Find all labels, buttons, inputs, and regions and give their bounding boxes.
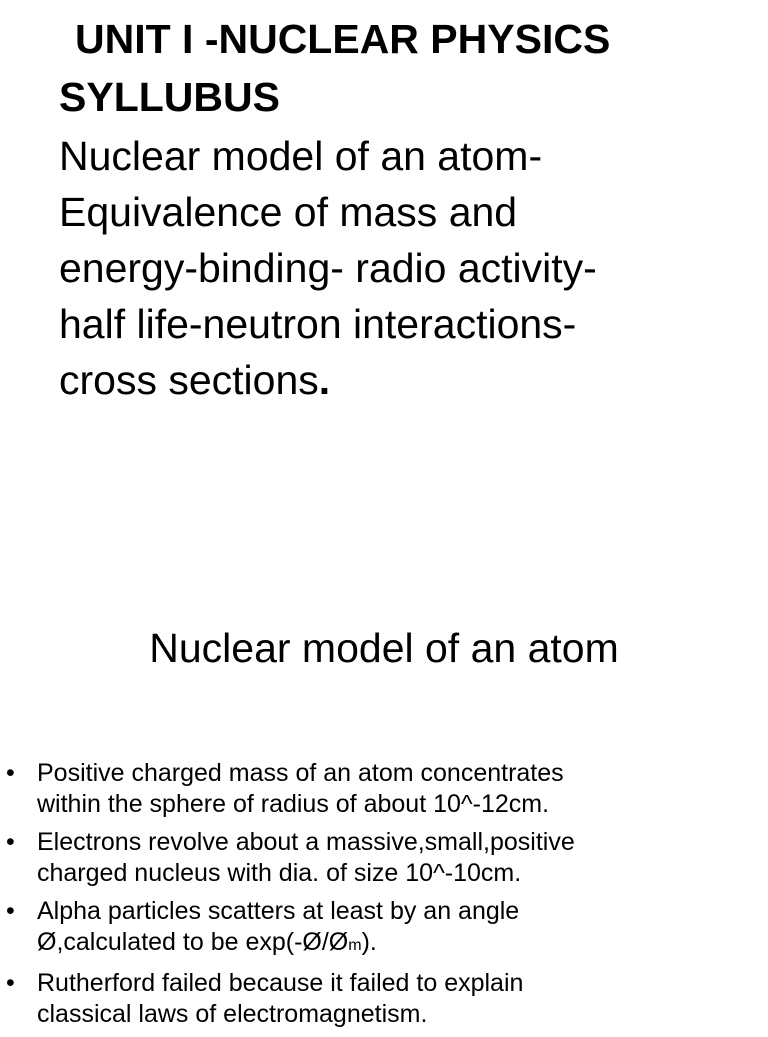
bullet-item xyxy=(0,827,768,889)
syllabus-period: . xyxy=(318,357,331,403)
bullet-icon: • xyxy=(6,759,15,787)
bullet-line: classical laws of electromagnetism. xyxy=(37,1000,428,1028)
bullet-item xyxy=(0,968,768,1030)
bullet-line: Positive charged mass of an atom concentrates xyxy=(37,759,564,787)
bullet-line: Alpha particles scatters at least by an angle xyxy=(37,897,520,925)
formula-subscript: m xyxy=(348,937,362,954)
bullet-icon: • xyxy=(6,897,15,925)
bullet-item xyxy=(0,896,768,961)
syllabus-line: energy-binding- radio activity- xyxy=(59,245,597,291)
nuclear-model-slide xyxy=(0,560,768,1028)
bullet-item xyxy=(0,758,768,820)
bullet-line: charged nucleus with dia. of size 10^-10cm. xyxy=(37,859,522,887)
syllabus-topics xyxy=(59,128,749,408)
unit-title: UNIT I -NUCLEAR PHYSICS xyxy=(75,16,611,62)
bullet-line: Rutherford failed because it failed to explain xyxy=(37,969,524,997)
syllabus-line: Equivalence of mass and xyxy=(59,189,518,235)
bullet-line: within the sphere of radius of about 10^-12cm. xyxy=(37,790,550,818)
bullet-list xyxy=(0,758,768,1037)
syllabus-line: half life-neutron interactions- xyxy=(59,301,577,347)
bullet-icon: • xyxy=(6,969,15,997)
syllabus-heading: SYLLUBUS xyxy=(59,74,280,120)
syllabus-line-text: cross sections xyxy=(59,357,319,403)
syllabus-line-last xyxy=(59,352,749,408)
syllabus-line: Nuclear model of an atom- xyxy=(59,133,543,179)
bullet-line xyxy=(37,927,768,961)
formula-end: ). xyxy=(361,928,377,956)
bullet-icon: • xyxy=(6,828,15,856)
formula-text: Ø,calculated to be exp(-Ø/Ø xyxy=(37,928,349,956)
bullet-line: Electrons revolve about a massive,small,positive xyxy=(37,828,575,856)
slide-title: Nuclear model of an atom xyxy=(149,625,619,671)
